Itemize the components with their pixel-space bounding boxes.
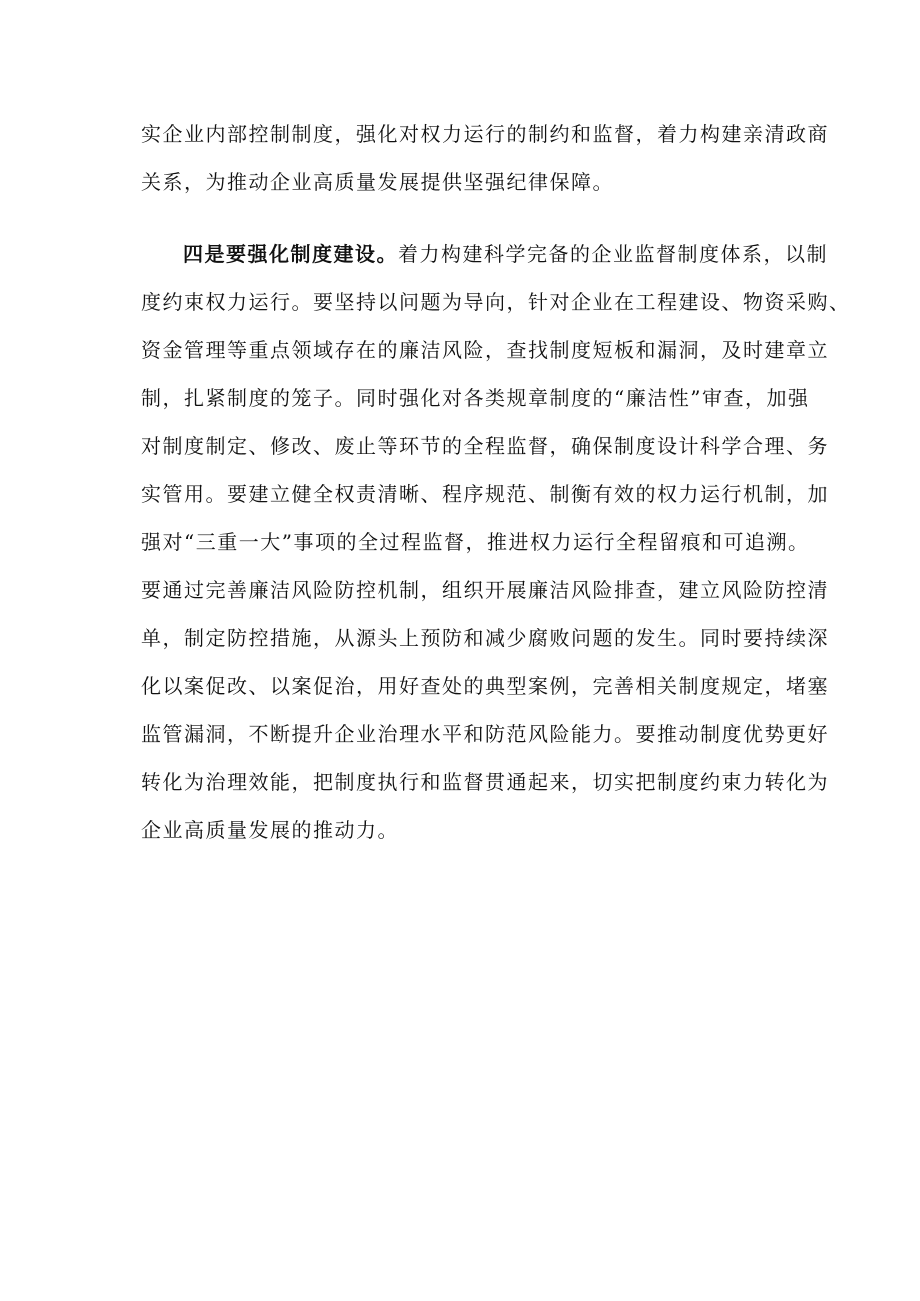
paragraph-2-line-10: 化以案促改、以案促治，用好查处的典型案例，完善相关制度规定，堵塞 xyxy=(141,674,829,698)
paragraph-2-line-11: 监管漏洞，不断提升企业治理水平和防范风险能力。要推动制度优势更好 xyxy=(141,722,829,746)
paragraph-2-line-8: 要通过完善廉洁风险防控机制，组织开展廉洁风险排查，建立风险防控清 xyxy=(141,578,829,602)
paragraph-2-line-5: 对制度制定、修改、废止等环节的全程监督，确保制度设计科学合理、务 xyxy=(141,434,829,458)
paragraph-2-line-7: 强对“三重一大”事项的全过程监督，推进权力运行全程留痕和可追溯。 xyxy=(141,530,810,554)
paragraph-1 xyxy=(141,110,829,206)
paragraph-1-line-1: 实企业内部控制制度，强化对权力运行的制约和监督，着力构建亲清政商 xyxy=(141,122,829,146)
paragraph-2-line-1 xyxy=(141,230,828,278)
paragraph-2-line-1-rest: 着力构建科学完备的企业监督制度体系，以制 xyxy=(398,242,828,266)
paragraph-2-line-4: 制，扎紧制度的笼子。同时强化对各类规章制度的“廉洁性”审查，加强 xyxy=(141,386,810,410)
paragraph-2-line-6: 实管用。要建立健全权责清晰、程序规范、制衡有效的权力运行机制，加 xyxy=(141,482,829,506)
paragraph-2-line-3: 资金管理等重点领域存在的廉洁风险，查找制度短板和漏洞，及时建章立 xyxy=(141,338,829,362)
paragraph-1-line-2: 关系，为推动企业高质量发展提供坚强纪律保障。 xyxy=(141,170,614,194)
paragraph-2 xyxy=(141,230,851,854)
paragraph-2-line-12: 转化为治理效能，把制度执行和监督贯通起来，切实把制度约束力转化为 xyxy=(141,770,829,794)
paragraph-2-line-9: 单，制定防控措施，从源头上预防和减少腐败问题的发生。同时要持续深 xyxy=(141,626,829,650)
section-heading-inline: 四是要强化制度建设。 xyxy=(183,242,398,266)
paragraph-2-line-13: 企业高质量发展的推动力。 xyxy=(141,818,399,842)
paragraph-2-line-2: 度约束权力运行。要坚持以问题为导向，针对企业在工程建设、物资采购、 xyxy=(141,290,851,314)
